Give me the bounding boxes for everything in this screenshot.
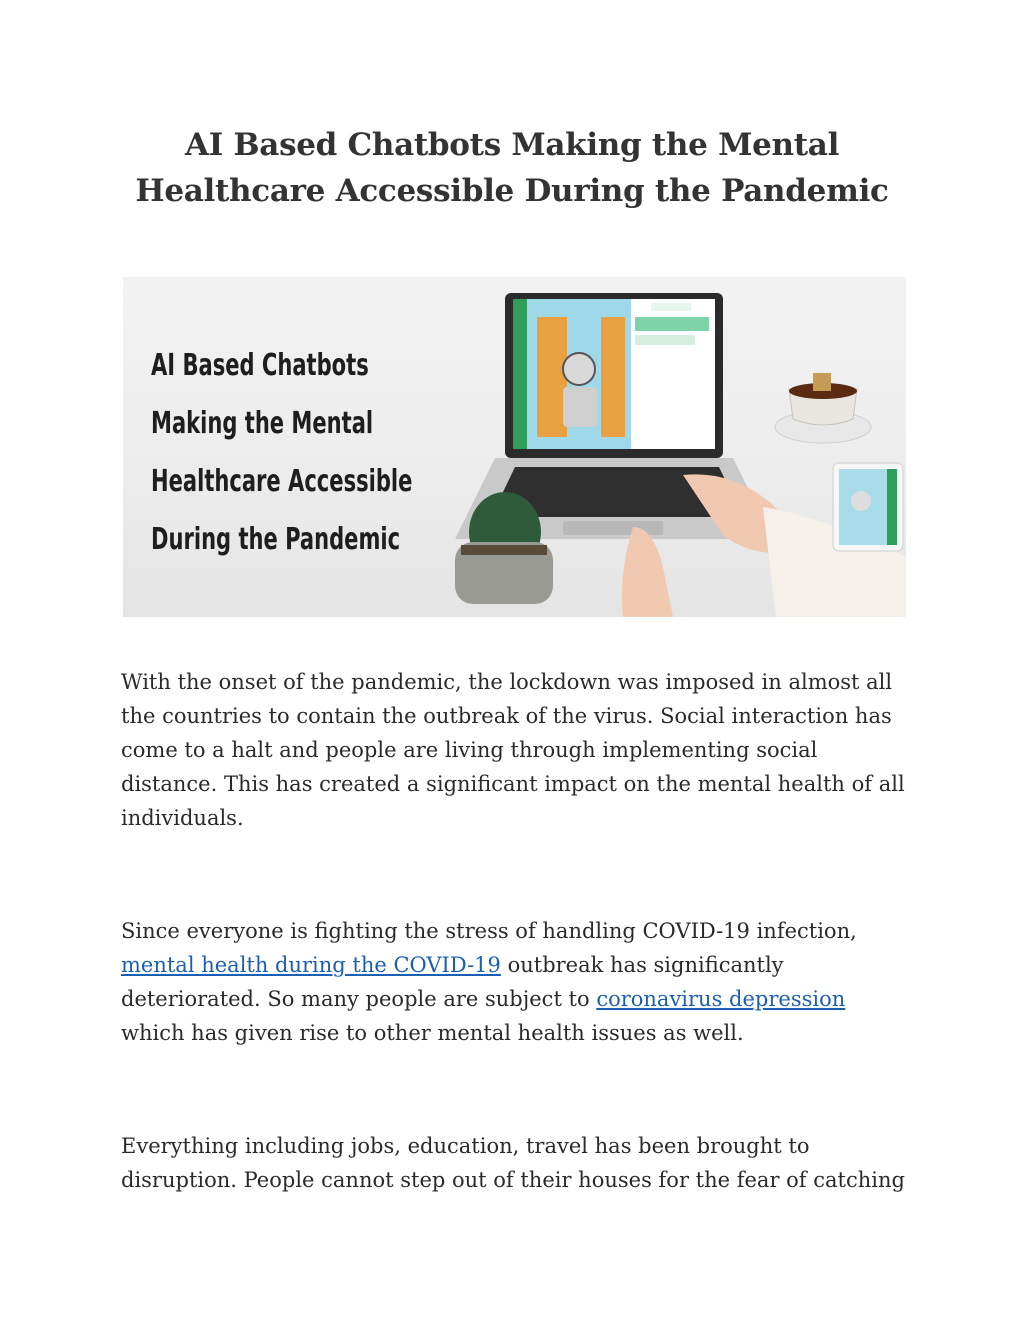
coronavirus-depression-link[interactable]: coronavirus depression — [596, 987, 846, 1011]
paragraph-3: Everything including jobs, education, travel has been brought to disruption. People cannot step out of their houses for the fear of catching — [121, 1134, 905, 1192]
paragraph-2 — [121, 914, 911, 1050]
hero-line-2: Making the Mental — [151, 406, 374, 441]
paragraph-2-mid: outbreak has significantly deteriorated. So many people are subject to — [121, 953, 784, 1011]
hero-line-3: Healthcare Accessible — [151, 464, 413, 499]
hero-line-4: During the Pandemic — [151, 522, 401, 557]
paragraph-2-start: Since everyone is fighting the stress of handling COVID-19 infection, — [121, 919, 857, 943]
title-line-1: AI Based Chatbots Making the Mental — [184, 127, 840, 163]
hero-image — [123, 277, 906, 617]
paragraph-2-end: which has given rise to other mental health issues as well. — [121, 1021, 744, 1045]
page-title — [0, 122, 1024, 214]
paragraph-1: With the onset of the pandemic, the lockdown was imposed in almost all the countries to contain the outbreak of the virus. Social interaction has come to a halt and people are living through implementing social distance. This has created a significant impact on the mental health of all individuals. — [121, 670, 905, 830]
title-line-2: Healthcare Accessible During the Pandemic — [135, 173, 889, 209]
hero-line-1: AI Based Chatbots — [151, 348, 369, 383]
hero-illustration — [123, 277, 906, 617]
mental-health-covid-link[interactable]: mental health during the COVID-19 — [121, 953, 501, 977]
tea-cup-icon — [775, 373, 871, 443]
tablet-icon — [833, 463, 903, 551]
